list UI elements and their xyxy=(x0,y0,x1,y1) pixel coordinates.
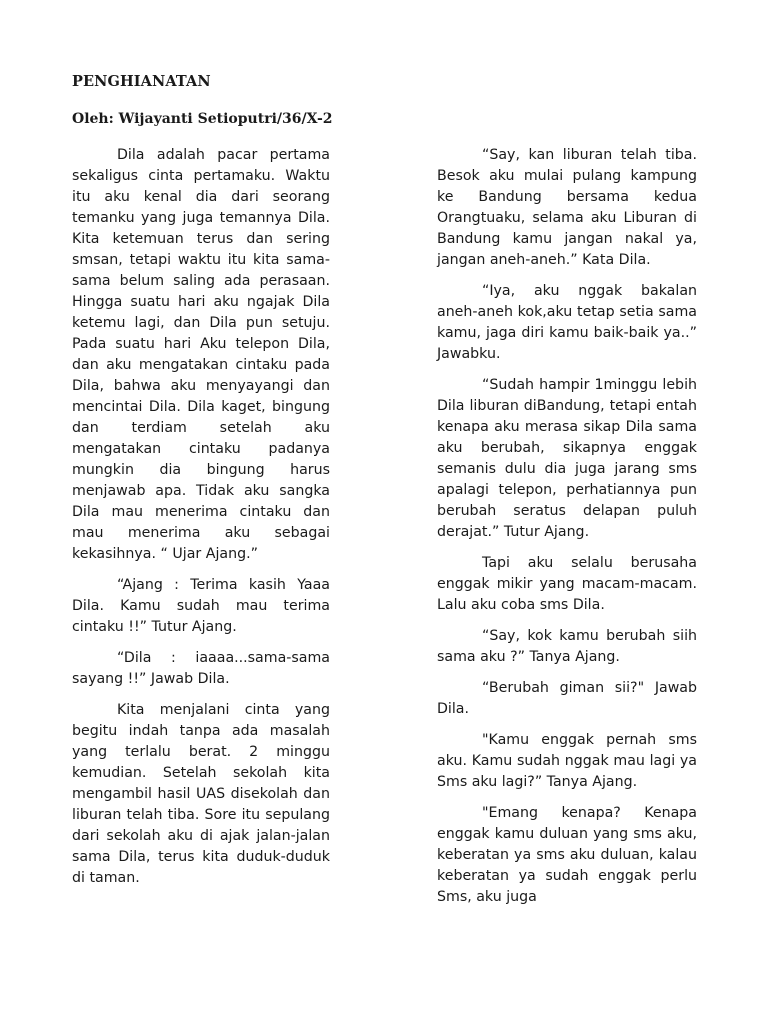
paragraph: “Ajang : Terima kasih Yaaa Dila. Kamu sudah mau terima cintaku !!” Tutur Ajang. xyxy=(72,577,330,635)
paragraph: “Berubah giman sii?" Jawab Dila. xyxy=(437,680,697,717)
document-title: PENGHIANATAN xyxy=(72,73,211,90)
document-author: Oleh: Wijayanti Setioputri/36/X-2 xyxy=(72,111,333,127)
paragraph: Dila adalah pacar pertama sekaligus cinta pertamaku. Waktu itu aku kenal dia dari seorang temanku yang juga temannya Dila. Kita ketemuan terus dan sering smsan, tetapi waktu itu kita sama-sama belum saling ada perasaan. Hingga suatu hari aku ngajak Dila ketemu lagi, dan Dila pun setuju. Pada suatu hari Aku telepon Dila, dan aku mengatakan cintaku pada Dila, bahwa aku menyayangi dan mencintai Dila. Dila kaget, bingung dan terdiam setelah aku mengatakan cintaku padanya mungkin dia bingung harus menjawab apa. Tidak aku sangka Dila mau menerima cintaku dan mau menerima aku sebagai kekasihnya. “ Ujar Ajang.” xyxy=(72,147,330,562)
right-column xyxy=(437,145,697,918)
paragraph: "Kamu enggak pernah sms aku. Kamu sudah nggak mau lagi ya Sms aku lagi?” Tanya Ajang. xyxy=(437,732,697,790)
paragraph: “Say, kan liburan telah tiba. Besok aku mulai pulang kampung ke Bandung bersama kedua Orangtuaku, selama aku Liburan di Bandung kamu jangan nakal ya, jangan aneh-aneh.” Kata Dila. xyxy=(437,147,697,268)
paragraph: Tapi aku selalu berusaha enggak mikir yang macam-macam. Lalu aku coba sms Dila. xyxy=(437,555,697,613)
paragraph: Kita menjalani cinta yang begitu indah tanpa ada masalah yang terlalu berat. 2 minggu kemudian. Setelah sekolah kita mengambil hasil UAS disekolah dan liburan telah tiba. Sore itu sepulang dari sekolah aku di ajak jalan-jalan sama Dila, terus kita duduk-duduk di taman. xyxy=(72,702,330,886)
paragraph: “Say, kok kamu berubah siih sama aku ?” Tanya Ajang. xyxy=(437,628,697,665)
paragraph: “Iya, aku nggak bakalan aneh-aneh kok,aku tetap setia sama kamu, jaga diri kamu baik-baik ya..” Jawabku. xyxy=(437,283,697,362)
paragraph: “Sudah hampir 1minggu lebih Dila liburan diBandung, tetapi entah kenapa aku merasa sikap Dila sama aku berubah, sikapnya enggak semanis dulu dia juga jarang sms apalagi telepon, perhatiannya pun berubah seratus delapan puluh derajat.” Tutur Ajang. xyxy=(437,377,697,540)
paragraph: “Dila : iaaaa...sama-sama sayang !!” Jawab Dila. xyxy=(72,650,330,687)
left-column xyxy=(72,145,330,899)
paragraph: "Emang kenapa? Kenapa enggak kamu duluan yang sms aku, keberatan ya sms aku duluan, kalau keberatan ya sudah enggak perlu Sms, aku juga xyxy=(437,805,697,905)
